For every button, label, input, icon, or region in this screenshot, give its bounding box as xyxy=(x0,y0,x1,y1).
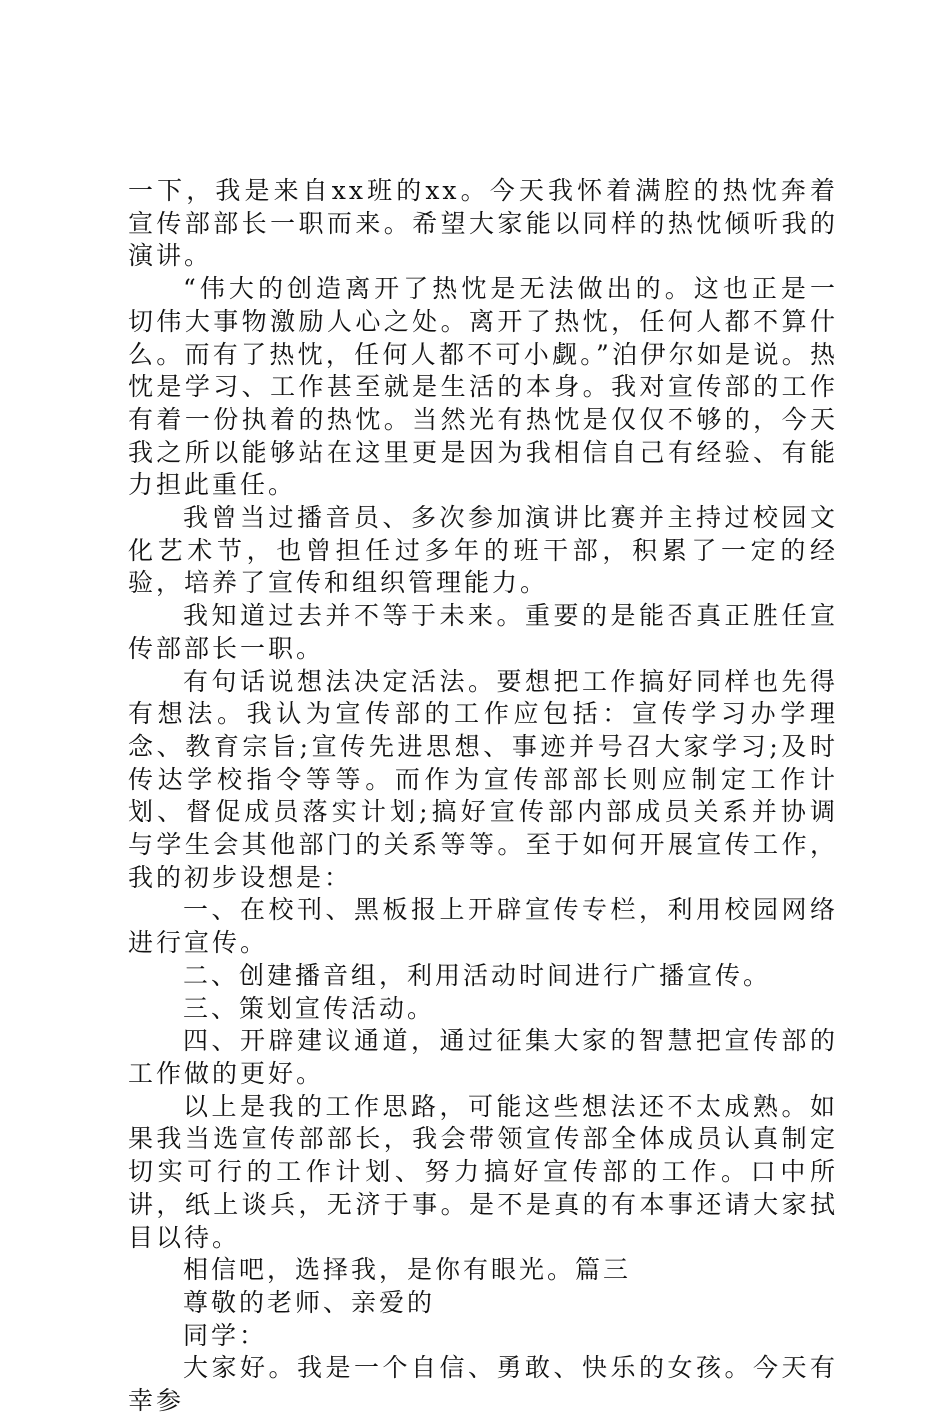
paragraph-summary: 以上是我的工作思路，可能这些想法还不太成熟。如果我当选宣传部部长，我会带领宣传部全体成员认真制定切实可行的工作计划、努力搞好宣传部的工作。口中所讲，纸上谈兵，无济于事。是不是真的有本事还请大家拭目以待。 xyxy=(128,1091,838,1252)
document-body xyxy=(128,175,838,1418)
paragraph-ideas: 有句话说想法决定活法。要想把工作搞好同样也先得有想法。我认为宣传部的工作应包括：宣传学习办学理念、教育宗旨;宣传先进思想、事迹并号召大家学习;及时传达学校指令等等。而作为宣传部部长则应制定工作计划、督促成员落实计划;搞好宣传部内部成员关系并协调与学生会其他部门的关系等等。至于如何开展宣传工作，我的初步设想是： xyxy=(128,666,838,892)
paragraph-experience: 我曾当过播音员、多次参加演讲比赛并主持过校园文化艺术节，也曾担任过多年的班干部，积累了一定的经验，培养了宣传和组织管理能力。 xyxy=(128,503,838,598)
paragraph-quote: “伟大的创造离开了热忱是无法做出的。这也正是一切伟大事物激励人心之处。离开了热忱，任何人都不算什么。而有了热忱，任何人都不可小觑。”泊伊尔如是说。热忱是学习、工作甚至就是生活的本身。我对宣传部的工作有着一份执着的热忱。当然光有热忱是仅仅不够的，今天我之所以能够站在这里更是因为我相信自己有经验、有能力担此重任。 xyxy=(128,274,838,500)
salutation-line-2: 同学： xyxy=(183,1320,268,1350)
list-item-three: 三、策划宣传活动。 xyxy=(183,993,436,1023)
paragraph-future: 我知道过去并不等于未来。重要的是能否真正胜任宣传部部长一职。 xyxy=(128,601,838,663)
list-item-two: 二、创建播音组，利用活动时间进行广播宣传。 xyxy=(183,960,772,990)
paragraph-closing: 相信吧，选择我，是你有眼光。篇三 xyxy=(183,1255,632,1285)
list-item-four: 四、开辟建议通道，通过征集大家的智慧把宣传部的工作做的更好。 xyxy=(128,1026,838,1088)
paragraph-greeting: 大家好。我是一个自信、勇敢、快乐的女孩。今天有幸参 xyxy=(128,1353,838,1416)
list-item-one: 一、在校刊、黑板报上开辟宣传专栏，利用校园网络进行宣传。 xyxy=(128,895,838,958)
salutation-line: 尊敬的老师、亲爱的 xyxy=(183,1287,436,1317)
paragraph-intro: 一下，我是来自xx班的xx。今天我怀着满腔的热忱奔着宣传部部长一职而来。希望大家能以同样的热忱倾听我的演讲。 xyxy=(128,176,838,271)
